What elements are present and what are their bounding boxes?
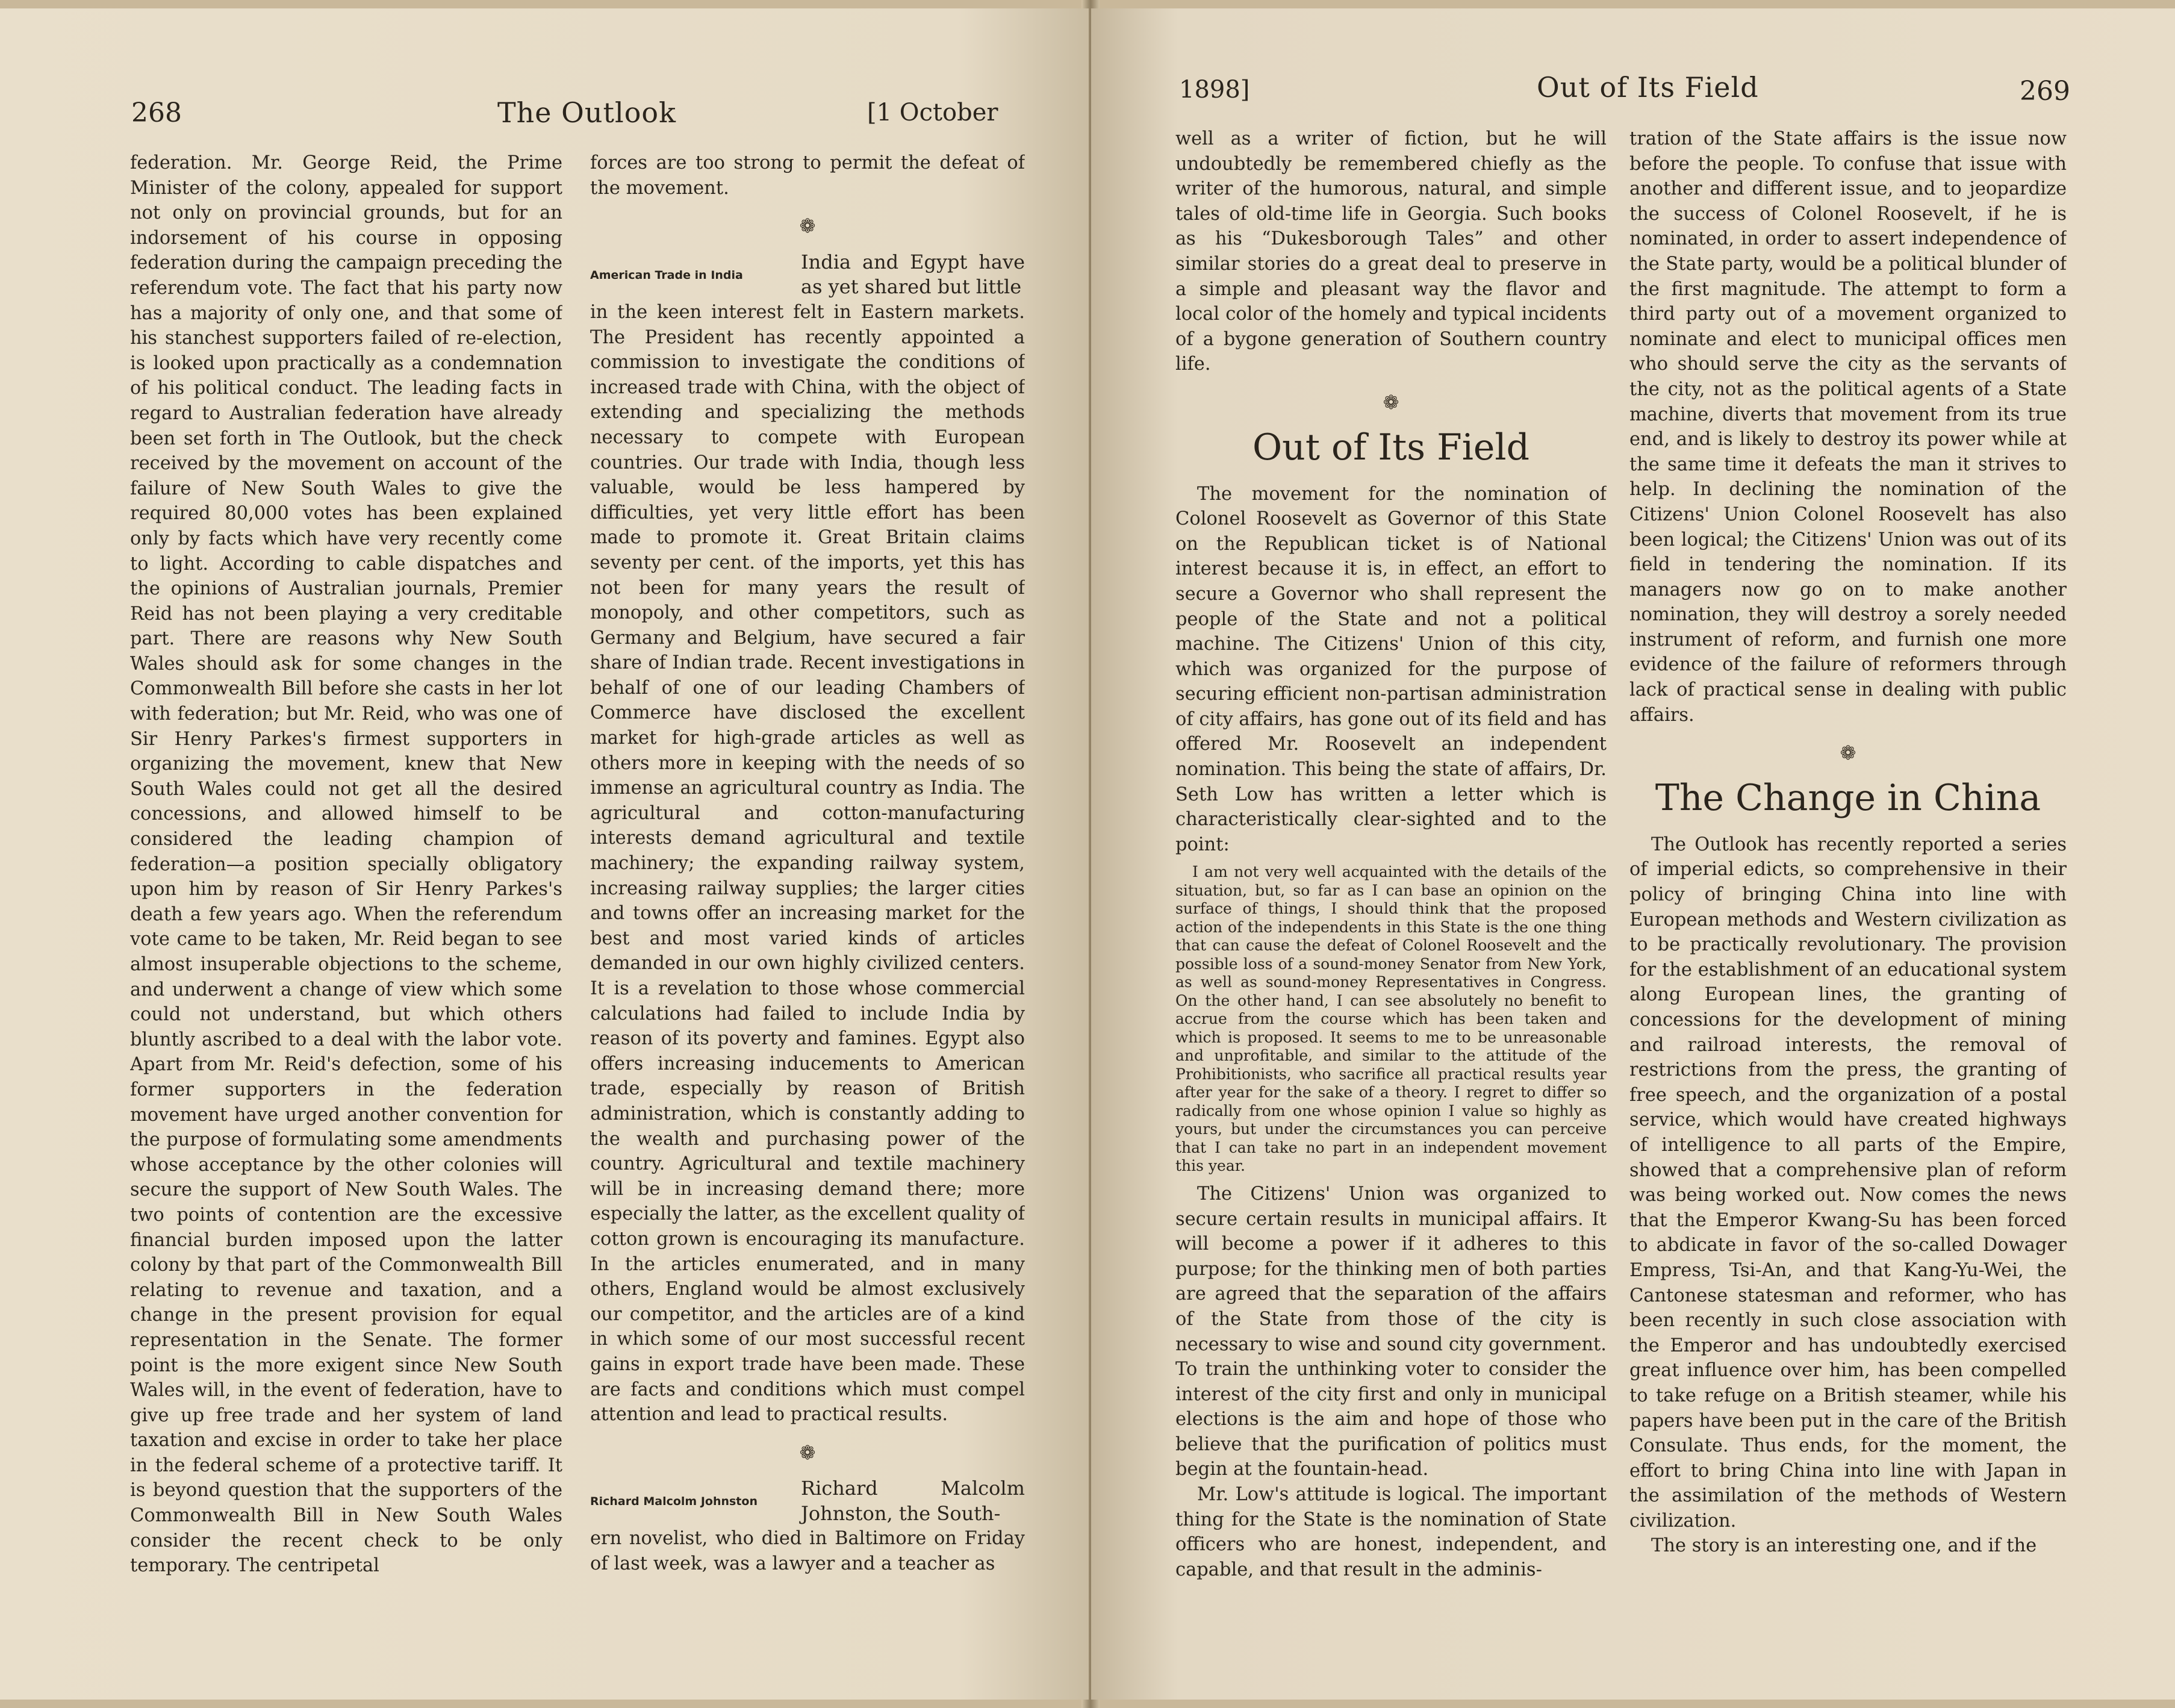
right-column-1: [1175, 126, 1607, 1596]
left-column-2: [590, 151, 1025, 1608]
article-title: Out of Its Field: [1252, 426, 1530, 469]
side-heading: Richard Malcolm Johnston: [590, 1495, 758, 1509]
ornament-icon: ❁: [1840, 741, 1856, 765]
ornament-icon: ❁: [799, 214, 816, 238]
section-first-line: India and Egypt have as yet shared but little: [801, 250, 1025, 299]
article-title: The Change in China: [1655, 776, 2041, 819]
page-number-left: 268: [131, 98, 182, 128]
issue-date: [1 October: [867, 99, 998, 126]
ornament-icon: ❁: [1383, 390, 1399, 414]
article-paragraph: ern novelist, who died in Baltimore on Friday of last week, was a lawyer and a teacher as: [590, 1528, 1025, 1575]
running-title-left: The Outlook: [497, 96, 676, 129]
article-paragraph: Mr. Low's attitude is logical. The important thing for the State is the nomination of State officers who are honest, independent, and capable, and that result in the adminis-: [1175, 1484, 1607, 1580]
article-paragraph: The Outlook has recently reported a series of imperial edicts, so comprehensive in their policy of bringing China into line with European methods and Western civilization as to be practically revolutionary. The provision for the establishment of an educational system along European lines, the granting of concessions for the development of mining and railroad interests, the removal of restrictions from the press, the granting of free speech, and the organization of a postal service, which would have created highways of intelligence to all parts of the Empire, showed that a comprehensive plan of reform was being worked out. Now comes the news that the Emperor Kwang-Su has been forced to abdicate in favor of the so-called Dowager Empress, Tsi-An, and that Kang-Yu-Wei, the Cantonese statesman and reformer, who has been recently in such close association with the Emperor and has undoubtedly exercised great influence over him, has been compelled to take refuge on a British steamer, while his papers have been put in the care of the British Consulate. Thus ends, for the moment, the effort to bring China into line with Japan in the assimilation of the methods of Western civilization.: [1629, 834, 2067, 1532]
right-page: [1091, 8, 2175, 1700]
page-number-right: 269: [2020, 76, 2070, 107]
side-heading: American Trade in India: [590, 268, 743, 282]
right-column-2: [1629, 126, 2067, 1596]
article-paragraph: The movement for the nomination of Colonel Roosevelt as Governor of this State on the Republican ticket is of National interest because it is, in effect, an effort to secure a Governor who shall represent the people of the State and not a political machine. The Citizens' Union of this city, which was organized for the purpose of securing efficient non-partisan administration of city affairs, has gone out of its field and has offered Mr. Roosevelt an independent nomination. This being the state of affairs, Dr. Seth Low has written a letter which is characteristically clear-sighted and to the point:: [1175, 483, 1607, 855]
article-paragraph: well as a writer of fiction, but he will undoubtedly be remembered chiefly as the writer of the humorous, natural, and simple tales of old-time life in Georgia. Such books as his “Dukesborough Tales” and other similar stories do a great deal to preserve in a simple and pleasant way the flavor and local color of the homely and typical incidents of a bygone generation of Southern country life.: [1175, 128, 1607, 375]
ornament-icon: ❁: [799, 1441, 816, 1464]
left-column-1: [130, 151, 562, 1608]
left-page: [0, 8, 1089, 1700]
article-paragraph: forces are too strong to permit the defeat of the movement.: [590, 152, 1025, 199]
block-quote: I am not very well acquainted with the details of the situation, but, so far as I can base an opinion on the surface of things, I should think that the proposed action of the independents in this State is the one thing that can cause the defeat of Colonel Roosevelt and the possible loss of a sound-money Senator from New York, as well as sound-money Representatives in Congress. On the other hand, I can see absolutely no benefit to accrue from the course which has been taken and which is proposed. It seems to me to be unreasonable and unprofitable, and similar to the attitude of the Prohibitionists, who sacrifice all practical results year after year for the sake of a theory. I regret to differ so radically from one whose opinion I value so highly as yours, but under the circumstances you can perceive that I can take no part in an independent movement this year.: [1175, 863, 1607, 1175]
article-paragraph: tration of the State affairs is the issue now before the people. To confuse that issue with another and different issue, and to jeopardize the success of Colonel Roosevelt, if he is nominated, in order to assert independence of the State party, would be a political blunder of the first magnitude. The attempt to form a third party out of a movement organized to nominate and elect to municipal offices men who should serve the city as the servants of the city, not as the political agents of a State machine, diverts that movement from its true end, and is likely to destroy its power while at the same time it defeats the man it strives to help. In declining the nomination of the Citizens' Union Colonel Roosevelt has also been logical; the Citizens' Union was out of its field in tendering the nomination. If its managers now go on to make another nomination, they will destroy a sorely needed instrument of reform, and furnish one more evidence of the failure of reformers through lack of practical sense in dealing with public affairs.: [1629, 128, 2067, 726]
running-title-right: Out of Its Field: [1537, 71, 1759, 104]
page-year: 1898]: [1179, 76, 1250, 104]
article-paragraph: federation. Mr. George Reid, the Prime Minister of the colony, appealed for support not only on provincial grounds, but for an indorsement of his course in opposing federation during the campaign preceding the referendum vote. The fact that his party now has a majority of only one, and that some of his stanchest supporters failed of re-election, is looked upon practically as a condemnation of his political conduct. The leading facts in regard to Australian federation have already been set forth in The Outlook, but the check received by the movement on account of the failure of New South Wales to give the required 80,000 votes has been explained only by facts which have very recently come to light. According to cable dispatches and the opinions of Australian journals, Premier Reid has not been playing a very creditable part. There are reasons why New South Wales should ask for some changes in the Commonwealth Bill before she casts in her lot with federation; but Mr. Reid, who was one of Sir Henry Parkes's firmest supporters in organizing the movement, knew that New South Wales could not get all the desired concessions, and allowed himself to be considered the leading champion of federation—a position specially obligatory upon him by reason of Sir Henry Parkes's death a few years ago. When the referendum vote came to be taken, Mr. Reid began to see almost insuperable objections to the scheme, and underwent a change of view which some could not understand, but which others bluntly ascribed to a deal with the labor vote. Apart from Mr. Reid's defection, some of his former supporters in the federation movement have urged another convention for the purpose of formulating some amendments whose acceptance by the other colonies will secure the support of New South Wales. The two points of contention are the excessive financial burden imposed upon the latter colony by that part of the Commonwealth Bill relating to revenue and taxation, and a change in the present provision for equal representation in the Senate. The former point is the more exigent since New South Wales will, in the event of federation, have to give up free trade and her system of land taxation and excise in order to take her place in the federal scheme of a protective tariff. It is beyond question that the supporters of the Commonwealth Bill in New South Wales consider the recent check to be only temporary. The centripetal: [130, 152, 562, 1577]
section-first-line: Richard Malcolm Johnston, the South-: [801, 1477, 1025, 1525]
article-paragraph: The story is an interesting one, and if the: [1651, 1535, 2037, 1557]
article-paragraph: The Citizens' Union was organized to secure certain results in municipal affairs. It will become a power if it adheres to this purpose; for the thinking men of both parties are agreed that the separation of the affairs of the State from those of the city is necessary to wise and sound city government. To train the unthinking voter to consider the interest of the city first and only in municipal elections is the aim and hope of those who believe that the purification of politics must begin at the fountain-head.: [1175, 1183, 1607, 1480]
article-paragraph: in the keen interest felt in Eastern markets. The President has recently appointed a commission to investigate the conditions of increased trade with China, with the object of extending and specializing the methods necessary to compete with European countries. Our trade with India, though less valuable, would be less hampered by difficulties, yet very little effort has been made to promote it. Great Britain claims seventy per cent. of the imports, yet this has not been for many years the result of monopoly, and other competitors, such as Germany and Belgium, have secured a fair share of Indian trade. Recent investigations in behalf of one of our leading Chambers of Commerce have disclosed the excellent market for high-grade articles as well as others more in keeping with the needs of so immense an agricultural country as India. The agricultural and cotton-manufacturing interests demand agricultural and textile machinery; the expanding railway system, increasing railway supplies; the larger cities and towns offer an increasing market for the best and most varied kinds of articles demanded in our own highly civilized centers. It is a revelation to those whose commercial calculations had failed to include India by reason of its poverty and famines. Egypt also offers increasing inducements to American trade, especially by reason of British administration, which is constantly adding to the wealth and purchasing power of the country. Agricultural and textile machinery will be in increasing demand there; more especially the latter, as the excellent quality of cotton grown is encouraging its manufacture. In the articles enumerated, and in many others, England would be almost exclusively our competitor, and the articles are of a kind in which some of our most successful recent gains in export trade have been made. These are facts and conditions which must compel attention and lead to practical results.: [590, 301, 1025, 1426]
